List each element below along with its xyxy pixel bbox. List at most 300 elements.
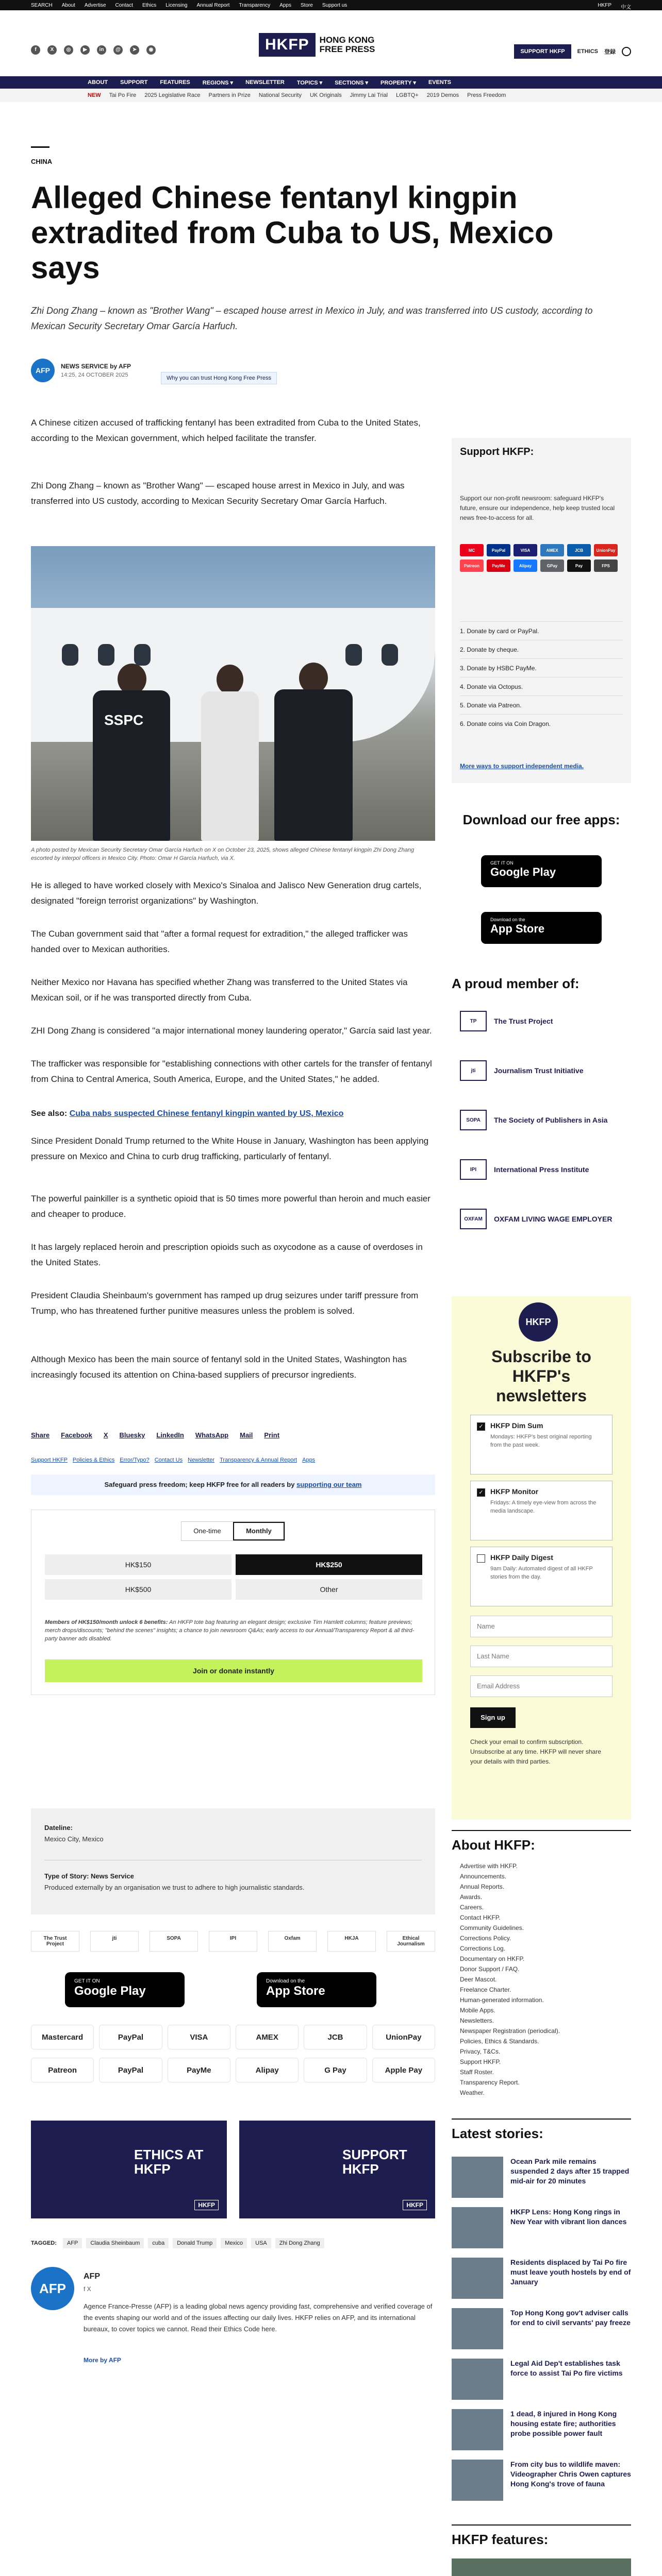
member-org[interactable] (460, 1011, 623, 1031)
app-store-buttons (65, 1972, 376, 2007)
paragraph: ZHI Dong Zhang is considered "a major international money laundering operator," García said last year. (31, 1026, 432, 1036)
sub-nav-item[interactable]: Partners in Prize (208, 92, 251, 98)
language-links (598, 3, 631, 10)
utility-link[interactable]: Store (301, 3, 313, 8)
support-heading: Support HKFP: (460, 446, 534, 457)
newsletter-option[interactable] (470, 1547, 613, 1606)
publish-date: 14:25, 24 OCTOBER 2025 (61, 372, 128, 378)
member-name: The Trust Project (494, 1017, 553, 1025)
main-nav-items (88, 79, 451, 86)
newsletter-logo: HKFP (519, 1302, 558, 1342)
about-link[interactable]: Community Guidelines. (460, 1924, 524, 1931)
header-actions (514, 44, 631, 59)
plane-window (98, 644, 114, 666)
search-icon[interactable] (622, 47, 631, 56)
utility-link[interactable]: Ethics (142, 3, 157, 8)
about-link[interactable]: Corrections Policy. (460, 1935, 511, 1942)
see-also-label: See also: (31, 1109, 68, 1118)
instagram-icon[interactable]: ◎ (64, 45, 73, 55)
about-link[interactable]: Advertise with HKFP. (460, 1862, 518, 1870)
payment-logo: Apple Pay (372, 2058, 435, 2082)
main-nav-item[interactable]: EVENTS (428, 79, 451, 86)
latest-story[interactable] (452, 2308, 631, 2362)
app-store-small: Download on the (266, 1978, 305, 1984)
donate-option[interactable]: 4. Donate via Octopus. (460, 677, 623, 696)
amount-options (45, 1554, 422, 1600)
email-input[interactable]: Email Address (470, 1675, 613, 1697)
donate-option[interactable]: 5. Donate via Patreon. (460, 696, 623, 714)
member-name: International Press Institute (494, 1165, 589, 1174)
support-button[interactable]: SUPPORT HKFP (514, 44, 571, 59)
utility-link[interactable]: Advertise (84, 3, 106, 8)
amount-option[interactable]: HK$150 (45, 1554, 231, 1575)
apps-heading: Download our free apps: (462, 812, 620, 827)
article-footer-links (31, 1457, 315, 1463)
logo-mark: HKFP (259, 33, 316, 57)
payment-logo: PayPal (99, 2058, 162, 2082)
sub-nav-item[interactable]: LGBTQ+ (396, 92, 419, 98)
share-link[interactable]: X (103, 1431, 108, 1439)
first-name-input[interactable]: Name (470, 1616, 613, 1637)
about-link[interactable]: Newspaper Registration (periodical). (460, 2027, 560, 2035)
footer-link[interactable]: Transparency & Annual Report (220, 1457, 297, 1463)
tag-chip[interactable]: AFP (63, 2238, 82, 2248)
see-also (31, 1107, 435, 1121)
newsletter-desc: Mondays: HKFP's best original reporting from the past week. (490, 1434, 592, 1448)
story-thumbnail (452, 2409, 503, 2450)
person-head (217, 665, 243, 694)
story-thumbnail (452, 2359, 503, 2400)
story-thumbnail (452, 2207, 503, 2248)
proud-member-heading: A proud member of: (452, 976, 580, 991)
member-org[interactable] (460, 1159, 623, 1180)
about-link[interactable]: Deer Mascot. (460, 1976, 497, 1983)
category-rule (31, 146, 49, 148)
linkedin-icon[interactable]: in (97, 45, 106, 55)
share-link[interactable]: WhatsApp (195, 1431, 229, 1439)
telegram-icon[interactable]: ➤ (130, 45, 139, 55)
join-button[interactable]: Join or donate instantly (45, 1659, 422, 1682)
utility-links (31, 3, 347, 8)
paragraph: A Chinese citizen accused of trafficking fentanyl has been extradited from Cuba to the United States, according to the Mexican government, which helped facilitate the transfer. (31, 418, 421, 443)
donate-option[interactable]: 3. Donate by HSBC PayMe. (460, 658, 623, 677)
main-nav-item[interactable]: TOPICS ▾ (296, 80, 323, 86)
payment-card-icon: Pay (567, 560, 591, 572)
payment-card-icon: MC (460, 544, 484, 556)
last-name-input[interactable]: Last Name (470, 1646, 613, 1667)
ethics-promo[interactable] (31, 2121, 227, 2218)
partner-logo[interactable]: Ethical Journalism (387, 1931, 435, 1952)
checkbox-checked-icon[interactable]: ✓ (477, 1422, 485, 1431)
amount-option[interactable]: Other (236, 1579, 422, 1600)
payment-card-icon: UnionPay (594, 544, 618, 556)
payment-logo: Mastercard (31, 2025, 94, 2049)
paragraph: President Claudia Sheinbaum's government has ramped up drug seizures under tariff pressure from Trump, who has threatened further punitive measures unless the problem is solved. (31, 1291, 419, 1316)
see-also-link[interactable]: Cuba nabs suspected Chinese fentanyl kingpin wanted by US, Mexico (69, 1109, 344, 1118)
newsletter-desc: Fridays: A timely eye-view from across the media landscape. (490, 1500, 597, 1514)
language-link[interactable]: 中文 (621, 5, 631, 10)
latest-story[interactable] (452, 2460, 631, 2513)
article-photo (31, 546, 435, 841)
photo-caption: A photo posted by Mexican Security Secretary Omar García Harfuch on X on October 23, 2025, shows alleged Chinese fentanyl kingpin Zhi Dong Zhang escorted by interpol officers in Mexico City. Photo: Omar H García Harfuch, via X. (31, 847, 415, 861)
checkbox-checked-icon[interactable]: ✓ (477, 1488, 485, 1497)
donate-widget (31, 1510, 435, 1695)
google-play-big: Google Play (74, 1984, 146, 1998)
newsletter-title: HKFP Dim Sum (490, 1421, 543, 1430)
paragraph: The Cuban government said that "after a formal request for extradition," the alleged trafficker was handed over to Mexican authorities. (31, 929, 408, 954)
paragraph: It has largely replaced heroin and prescription opioids such as oxycodone as a cause of overdoses in the United States. (31, 1242, 423, 1267)
payment-card-icon: GPay (540, 560, 564, 572)
payment-card-icon: PayPal (487, 544, 510, 556)
footer-link[interactable]: Policies & Ethics (72, 1457, 115, 1463)
member-org[interactable] (460, 1209, 623, 1229)
sub-nav (0, 89, 662, 102)
plane-window (62, 644, 78, 666)
payment-logo: UnionPay (372, 2025, 435, 2049)
more-ways-link[interactable]: More ways to support independent media. (460, 762, 584, 770)
member-benefits-text: An HKFP tote bag featuring an elegant design; exclusive Tim Hamlett columns; feature previews; merch drops/discounts; "behind the scenes" insights; a chance to join newsroom Q&As; early access to our Annual/Transparency Report & all third-party banner ads disabled. (45, 1619, 415, 1642)
freq-one-time[interactable]: One-time (193, 1527, 221, 1535)
payment-card-icon: PayMe (487, 560, 510, 572)
rss-icon[interactable]: ◉ (146, 45, 156, 55)
story-title[interactable]: Residents displaced by Tai Po fire must leave youth hostels by end of January (510, 2258, 631, 2286)
support-text: Support our non-profit newsroom: safeguard HKFP's future, ensure our independence, help keep trusted local news free-to-access for all. (460, 495, 615, 521)
story-type-value: Produced externally by an organisation we trust to adhere to high journalistic standards. (44, 1884, 305, 1891)
language-link[interactable]: 登録 (604, 49, 616, 55)
member-logo-icon: OXFAM (460, 1209, 487, 1229)
share-link[interactable]: Facebook (61, 1431, 92, 1439)
app-store-button[interactable] (257, 1972, 376, 2007)
payment-logo: AMEX (236, 2025, 299, 2049)
payment-logo: PayPal (99, 2025, 162, 2049)
paragraph: Neither Mexico nor Havana has specified whether Zhang was transferred to the United States via Mexican soil, or if he was transported directly from Cuba. (31, 977, 408, 1003)
payment-card-icon: Alipay (514, 560, 537, 572)
about-link[interactable]: Documentary on HKFP. (460, 1955, 525, 1962)
donate-option[interactable]: 6. Donate coins via Coin Dragon. (460, 714, 623, 733)
donate-option[interactable]: 2. Donate by cheque. (460, 640, 623, 658)
x-icon[interactable]: X (47, 45, 57, 55)
plane-window (134, 644, 151, 666)
main-nav (0, 76, 662, 89)
story-thumbnail (452, 2460, 503, 2501)
main-nav-item[interactable]: FEATURES (160, 79, 190, 86)
youtube-icon[interactable]: ▶ (80, 45, 90, 55)
byline (31, 359, 131, 382)
logo-text (320, 36, 375, 54)
sub-nav-item[interactable]: 2019 Demos (426, 92, 459, 98)
app-store-big: App Store (266, 1984, 325, 1998)
member-logo-icon: SOPA (460, 1110, 487, 1130)
author-logo[interactable]: AFP (31, 2267, 74, 2310)
dateline-label: Dateline: (44, 1824, 73, 1832)
latest-story[interactable] (452, 2359, 631, 2412)
partner-logo[interactable]: IPI (209, 1931, 257, 1952)
about-link[interactable]: Contact HKFP. (460, 1914, 501, 1921)
author-socials[interactable]: f X (84, 2285, 91, 2293)
share-link: Share (31, 1431, 50, 1439)
site-logo[interactable] (259, 33, 375, 57)
author-name[interactable]: NEWS SERVICE by AFP (61, 363, 131, 370)
amount-option[interactable]: HK$500 (45, 1579, 231, 1600)
author-avatar[interactable]: AFP (31, 359, 55, 382)
footer-link[interactable]: Newsletter (188, 1457, 215, 1463)
story-title[interactable]: Legal Aid Dep't establishes task force to assist Tai Po fire victims (510, 2359, 623, 2377)
tag-chip[interactable]: USA (251, 2238, 271, 2248)
top-utility-bar (0, 0, 662, 10)
payment-logo: Patreon (31, 2058, 94, 2082)
member-org[interactable] (460, 1110, 623, 1130)
frequency-toggle (181, 1521, 285, 1541)
main-nav-item[interactable]: NEWSLETTER (245, 79, 285, 86)
social-icons (31, 45, 156, 55)
share-link[interactable]: LinkedIn (156, 1431, 184, 1439)
app-store-big: App Store (490, 922, 545, 935)
partner-logo[interactable]: jti (90, 1931, 139, 1952)
new-badge: NEW (88, 92, 101, 98)
utility-link[interactable]: Transparency (239, 3, 271, 8)
freq-monthly[interactable]: Monthly (233, 1522, 285, 1540)
utility-link[interactable]: SEARCH (31, 3, 53, 8)
tag-chip[interactable]: Zhi Dong Zhang (275, 2238, 324, 2248)
section-rule (452, 2119, 631, 2120)
story-thumbnail (452, 2157, 503, 2198)
article-standfirst: Zhi Dong Zhang – known as "Brother Wang" – escaped house arrest in Mexico in July, and was transferred into US custody, according to Mexican Security Secretary Omar García Harfuch. (31, 306, 593, 331)
language-link[interactable]: HKFP (598, 3, 611, 8)
sidebar-app-store[interactable] (481, 912, 602, 944)
article-title: Alleged Chinese fentanyl kingpin extradited from Cuba to US, Mexico says (31, 180, 554, 285)
payment-logo: Alipay (236, 2058, 299, 2082)
story-title[interactable]: 1 dead, 8 injured in Hong Kong housing estate fire; authorities probe possible power fault (510, 2410, 617, 2437)
section-rule (452, 2524, 631, 2526)
section-rule (452, 1830, 631, 1831)
payment-card-icon: AMEX (540, 544, 564, 556)
tags-label: TAGGED: (31, 2240, 57, 2246)
payment-card-icon: FPS (594, 560, 618, 572)
newsletter-heading: Subscribe to HKFP's newsletters (491, 1347, 591, 1405)
about-link[interactable]: Support HKFP. (460, 2058, 501, 2065)
about-link[interactable]: Corrections Log. (460, 1945, 506, 1952)
tag-list (31, 2238, 324, 2248)
safeguard-banner (31, 1475, 435, 1495)
paragraph: The powerful painkiller is a synthetic opioid that is 50 times more powerful than heroin and much easier and cheaper to produce. (31, 1194, 431, 1219)
promo-title: SUPPORT HKFP (342, 2147, 407, 2177)
sidebar-google-play[interactable] (481, 855, 602, 887)
donate-options (460, 621, 623, 733)
tag-chip[interactable]: Donald Trump (173, 2238, 217, 2248)
story-meta (31, 1808, 435, 1914)
about-link[interactable]: Careers. (460, 1904, 484, 1911)
about-links (460, 1861, 623, 2098)
promo-badge: HKFP (403, 2200, 427, 2210)
story-title[interactable]: HKFP Lens: Hong Kong rings in New Year with vibrant lion dances (510, 2208, 627, 2226)
google-play-small: GET IT ON (74, 1978, 100, 1984)
payment-methods (31, 2025, 435, 2082)
about-link[interactable]: Newsletters. (460, 2017, 494, 2024)
signup-button[interactable]: Sign up (470, 1707, 516, 1728)
story-title[interactable]: Ocean Park mile remains suspended 2 days after 15 trapped mid-air for 20 minutes (510, 2157, 630, 2185)
utility-link[interactable]: Support us (322, 3, 347, 8)
sub-nav-item[interactable]: National Security (258, 92, 302, 98)
dateline-value: Mexico City, Mexico (44, 1835, 104, 1843)
about-link[interactable]: Weather. (460, 2089, 485, 2096)
main-nav-item[interactable]: REGIONS ▾ (202, 80, 234, 86)
latest-heading: Latest stories: (452, 2126, 543, 2141)
support-promo[interactable] (239, 2121, 435, 2218)
partner-logo[interactable]: The Trust Project (31, 1931, 79, 1952)
plane-window (382, 644, 398, 666)
sub-nav-item[interactable]: UK Originals (309, 92, 342, 98)
latest-story[interactable] (452, 2157, 631, 2210)
about-link[interactable]: Donor Support / FAQ. (460, 1965, 520, 1973)
about-link[interactable]: Awards. (460, 1893, 483, 1901)
member-logo-icon: jti (460, 1060, 487, 1081)
payment-logo: JCB (304, 2025, 367, 2049)
more-by-author-link[interactable]: More by AFP (84, 2357, 121, 2364)
member-logo-icon: TP (460, 1011, 487, 1031)
sub-nav-items (88, 92, 506, 98)
main-nav-item[interactable]: SUPPORT (120, 79, 148, 86)
detainee-figure (201, 691, 259, 841)
payment-logo: VISA (168, 2025, 230, 2049)
member-org[interactable] (460, 1060, 623, 1081)
sub-nav-item[interactable]: Press Freedom (467, 92, 506, 98)
payment-card-icons (460, 544, 623, 572)
newsletter-option[interactable] (470, 1415, 613, 1475)
latest-story[interactable] (452, 2409, 631, 2463)
share-link[interactable]: Bluesky (119, 1431, 145, 1439)
partner-logo[interactable]: Oxfam (268, 1931, 317, 1952)
tag-chip[interactable]: Claudia Sheinbaum (86, 2238, 144, 2248)
utility-link[interactable]: Contact (115, 3, 133, 8)
officer-figure (274, 689, 353, 841)
donate-option[interactable]: 1. Donate by card or PayPal. (460, 621, 623, 640)
about-link[interactable]: Transparency Report. (460, 2079, 520, 2086)
trust-link[interactable]: Why you can trust Hong Kong Free Press (161, 372, 277, 384)
utility-link[interactable]: Apps (279, 3, 291, 8)
share-link[interactable]: Mail (240, 1431, 253, 1439)
latest-story[interactable] (452, 2258, 631, 2311)
site-header (0, 10, 662, 76)
google-play-big: Google Play (490, 866, 556, 878)
author-box-name[interactable]: AFP (84, 2272, 100, 2281)
safeguard-text: Safeguard press freedom; keep HKFP free for all readers by (104, 1481, 297, 1488)
google-play-small: GET IT ON (490, 860, 514, 866)
sub-nav-item[interactable]: 2025 Legislative Race (144, 92, 201, 98)
feature-story[interactable] (452, 2558, 631, 2576)
about-link[interactable]: Announcements. (460, 1873, 507, 1880)
sub-nav-item[interactable]: Jimmy Lai Trial (350, 92, 388, 98)
partner-logo[interactable]: HKJA (327, 1931, 376, 1952)
payment-card-icon: JCB (567, 544, 591, 556)
ethics-link[interactable]: ETHICS (577, 48, 598, 55)
newsletter-desc: 9am Daily: Automated digest of all HKFP stories from the day. (490, 1566, 593, 1580)
logo-text-line-2: FREE PRESS (319, 44, 375, 54)
person-head (299, 663, 328, 693)
footer-link[interactable]: Support HKFP (31, 1457, 68, 1463)
latest-story[interactable] (452, 2207, 631, 2261)
about-link[interactable]: Policies, Ethics & Standards. (460, 2038, 539, 2045)
paragraph: Although Mexico has been the main source of fentanyl sold in the United States, Washington has increasingly focused its attention on China-based suppliers of precursor ingredients. (31, 1354, 407, 1380)
about-link[interactable]: Annual Reports. (460, 1883, 505, 1890)
facebook-icon[interactable]: f (31, 45, 40, 55)
footer-link[interactable]: Contact Us (154, 1457, 183, 1463)
promo-badge: HKFP (194, 2200, 219, 2210)
about-link[interactable]: Privacy, T&Cs. (460, 2048, 501, 2055)
member-name: OXFAM LIVING WAGE EMPLOYER (494, 1215, 613, 1223)
author-bio: Agence France-Presse (AFP) is a leading global news agency providing fast, comprehensive and verified coverage of the events shaping our world and of the issues affecting our daily lives. HKFP relies on AFP, and its international bureaux, to cover topics we cannot. Read their Ethics Code here. (84, 2302, 433, 2333)
utility-link[interactable]: About (61, 3, 75, 8)
logo-text-line-1: HONG KONG (319, 35, 375, 45)
member-benefits-note (45, 1618, 422, 1643)
newsletter-title: HKFP Monitor (490, 1487, 539, 1496)
payment-card-icon: Patreon (460, 560, 484, 572)
member-logo-icon: IPI (460, 1159, 487, 1180)
byline-text (61, 363, 131, 378)
about-link[interactable]: Staff Roster. (460, 2069, 494, 2076)
story-type-label: Type of Story: News Service (44, 1872, 134, 1880)
main-nav-item[interactable]: ABOUT (88, 79, 108, 86)
main-nav-item[interactable]: SECTIONS ▾ (335, 80, 368, 86)
article-category[interactable]: CHINA (31, 158, 53, 165)
plane-window (345, 644, 362, 666)
paragraph: The trafficker was responsible for "establishing connections with other cartels for the transfer of fentanyl from China to Central America, South America, Europe, and the United States," he added. (31, 1059, 432, 1084)
payment-logo: G Pay (304, 2058, 367, 2082)
payment-card-icon: VISA (514, 544, 537, 556)
utility-link[interactable]: Licensing (166, 3, 188, 8)
app-store-small: Download on the (490, 917, 525, 922)
google-play-button[interactable] (65, 1972, 185, 2007)
partner-logos (31, 1931, 435, 1952)
promo-title: ETHICS AT HKFP (134, 2147, 204, 2177)
about-link[interactable]: Mobile Apps. (460, 2007, 495, 2014)
features-heading: HKFP features: (452, 2532, 549, 2547)
member-name: The Society of Publishers in Asia (494, 1116, 608, 1124)
newsletter-option[interactable] (470, 1481, 613, 1540)
footer-link[interactable]: Apps (302, 1457, 316, 1463)
story-title[interactable]: Top Hong Kong gov't adviser calls for end to civil servants' pay freeze (510, 2309, 631, 2327)
partner-logo[interactable]: SOPA (150, 1931, 198, 1952)
paragraph: Since President Donald Trump returned to the White House in January, Washington has been applying pressure on Mexico and China to curb drug trafficking, particularly of fentanyl. (31, 1136, 429, 1161)
tag-chip[interactable]: cuba (148, 2238, 169, 2248)
about-heading: About HKFP: (452, 1837, 535, 1853)
newsletter-fineprint: Check your email to confirm subscription. Unsubscribe at any time. HKFP will never share your details with third parties. (470, 1738, 601, 1765)
member-benefits-bold: Members of HK$150/month unlock 6 benefits: (45, 1619, 168, 1625)
person-head (118, 664, 146, 694)
share-link[interactable]: Print (264, 1431, 280, 1439)
paragraph: Zhi Dong Zhang – known as "Brother Wang" — escaped house arrest in Mexico in July, and was transferred into US custody, according to Mexican Security Secretary Omar García Harfuch. (31, 481, 405, 506)
utility-link[interactable]: Annual Report (196, 3, 230, 8)
checkbox-unchecked-icon[interactable] (477, 1554, 485, 1563)
footer-link[interactable]: Error/Typo? (120, 1457, 150, 1463)
sub-nav-item[interactable]: Tai Po Fire (109, 92, 137, 98)
safeguard-link[interactable]: supporting our team (296, 1481, 362, 1488)
share-links (31, 1431, 279, 1439)
threads-icon[interactable]: @ (113, 45, 123, 55)
feature-image (452, 2558, 631, 2576)
payment-logo: PayMe (168, 2058, 230, 2082)
photo-vest-label: SSPC (104, 712, 144, 728)
about-link[interactable]: Human-generated information. (460, 1996, 544, 2004)
newsletter-title: HKFP Daily Digest (490, 1553, 553, 1562)
paragraph: He is alleged to have worked closely with Mexico's Sinaloa and Jalisco New Generation drug cartels, designated "foreign terrorist organizations" by Washington. (31, 880, 422, 906)
story-title[interactable]: From city bus to wildlife maven: Videographer Chris Owen captures Hong Kong's trove of fauna (510, 2460, 631, 2488)
about-link[interactable]: Freelance Charter. (460, 1986, 511, 1993)
member-name: Journalism Trust Initiative (494, 1066, 584, 1075)
amount-option-selected[interactable]: HK$250 (236, 1554, 422, 1575)
main-nav-item[interactable]: PROPERTY ▾ (380, 80, 416, 86)
tag-chip[interactable]: Mexico (221, 2238, 247, 2248)
story-thumbnail (452, 2258, 503, 2299)
